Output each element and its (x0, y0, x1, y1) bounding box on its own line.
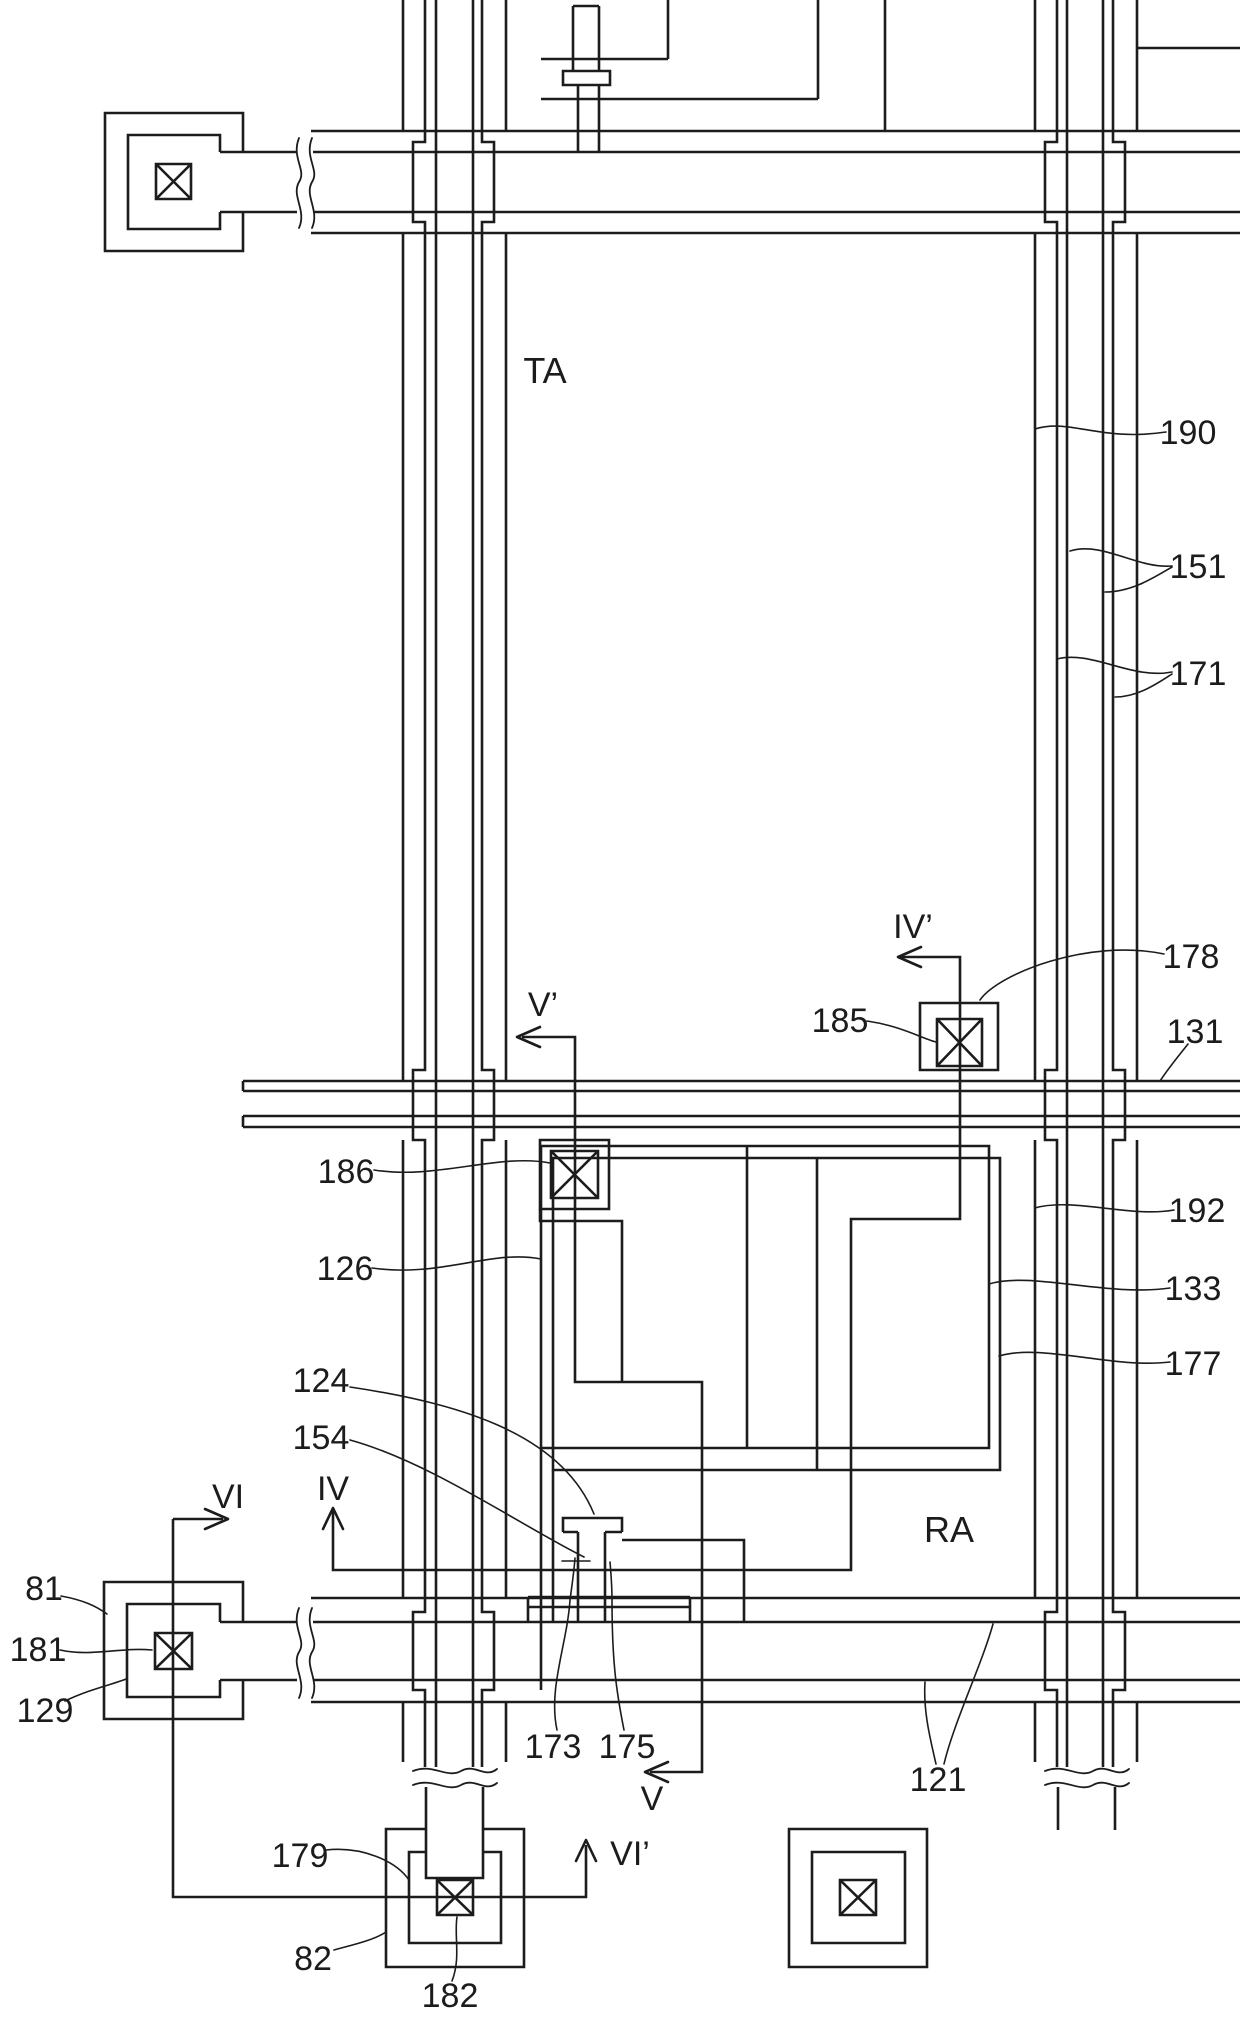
leader-151 (1070, 549, 1172, 592)
data-line-left-edge-a (413, 0, 425, 1767)
label-81: 81 (25, 1570, 63, 1608)
section-line-iv (333, 957, 960, 1570)
label-82: 82 (294, 1940, 332, 1978)
contact-mark-bottom-right (840, 1880, 876, 1915)
gate-line-bottom-flanks (311, 1598, 1240, 1702)
break-data-right (1045, 1769, 1129, 1788)
leader-82 (334, 1932, 386, 1950)
data-line-left-edge-b (482, 0, 494, 1767)
label-186: 186 (317, 1153, 375, 1191)
pads-and-contacts (104, 113, 1115, 1967)
label-179: 179 (271, 1837, 329, 1875)
data-line-right-stub (1058, 1787, 1115, 1830)
label-185: 185 (811, 1002, 869, 1040)
label-173: 173 (524, 1728, 582, 1766)
leader-121 (925, 1624, 993, 1764)
label-region-ra: RA (923, 1509, 975, 1550)
storage-line-row (243, 1081, 1240, 1127)
break-data-left (413, 1769, 497, 1788)
upper-pixel-corners (541, 0, 1240, 131)
gate-line-top (220, 152, 1240, 212)
leader-133 (989, 1280, 1170, 1290)
leader-177 (999, 1352, 1170, 1363)
leader-173 (555, 1558, 575, 1730)
leader-185 (867, 1021, 936, 1042)
label-section-iv-prime: IV’ (893, 908, 933, 946)
label-129: 129 (16, 1692, 74, 1730)
pixel-electrode-edges (403, 0, 1137, 1762)
label-151: 151 (1169, 548, 1227, 586)
label-121: 121 (909, 1761, 967, 1799)
leader-186 (374, 1161, 550, 1173)
label-178: 178 (1162, 938, 1220, 976)
label-region-ta: TA (523, 350, 567, 391)
gate-line-top-flanks (311, 131, 1240, 233)
label-175: 175 (598, 1728, 656, 1766)
break-gate-bottom (297, 1608, 315, 1698)
label-section-v: V (640, 1780, 664, 1818)
label-182: 182 (421, 1977, 479, 2015)
leader-181 (60, 1649, 152, 1652)
label-154: 154 (292, 1419, 350, 1457)
label-131: 131 (1166, 1013, 1224, 1051)
break-gate-top (297, 138, 315, 228)
data-line-right-edge-b (1113, 0, 1125, 1767)
leader-179 (326, 1849, 409, 1880)
reflective-electrode-outline-b (553, 1158, 1000, 1470)
label-section-vi: VI (211, 1478, 245, 1516)
data-line-right-edge-a (1045, 0, 1057, 1767)
label-section-v-prime: V’ (527, 986, 559, 1024)
contact-mark-top-left (156, 164, 191, 199)
label-177: 177 (1164, 1345, 1222, 1383)
label-124: 124 (292, 1362, 350, 1400)
label-192: 192 (1168, 1192, 1226, 1230)
label-181: 181 (9, 1631, 67, 1669)
labels (10, 350, 1227, 2015)
label-section-vi-prime: VI’ (610, 1835, 650, 1873)
label-190: 190 (1159, 414, 1217, 452)
label-133: 133 (1164, 1270, 1222, 1308)
label-171: 171 (1169, 655, 1227, 693)
leader-190 (1035, 426, 1166, 434)
reflective-area-inner-lines (747, 1146, 817, 1470)
leader-182 (452, 1917, 457, 1981)
pixel-detail (528, 0, 1240, 1690)
leader-129 (65, 1679, 126, 1701)
wiring-structure (220, 0, 1240, 1767)
label-126: 126 (316, 1250, 374, 1288)
leader-175 (610, 1562, 624, 1730)
gate-line-bottom (220, 1622, 1240, 1680)
label-section-iv: IV (316, 1470, 350, 1508)
leader-81 (61, 1596, 107, 1614)
leader-171 (1057, 657, 1172, 697)
leader-126 (372, 1257, 541, 1270)
